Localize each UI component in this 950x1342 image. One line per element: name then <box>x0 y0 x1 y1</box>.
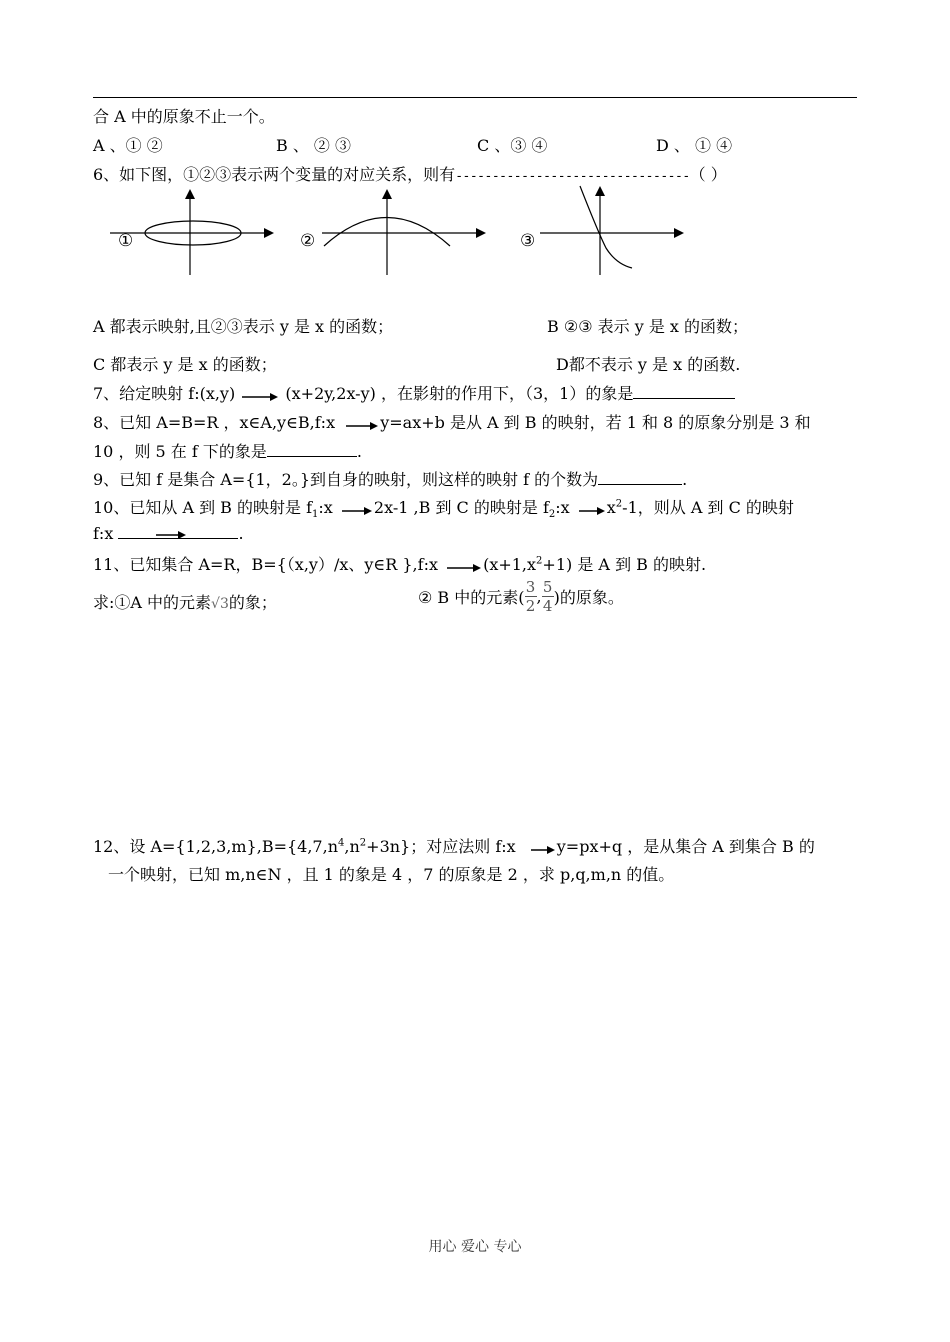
answer-blank <box>633 398 735 399</box>
q12-line2: 一个映射，已知 m,n∈N ，且 1 的象是 4 ，7 的原象是 2 ，求 p,q,m,n 的值。 <box>108 865 675 884</box>
header-rule <box>93 97 857 98</box>
q5-option-c: C 、③ ④ <box>477 136 548 155</box>
mapping-arrow-icon <box>443 560 483 572</box>
q6-option-a: A 都表示映射,且②③表示 y 是 x 的函数； <box>93 317 394 336</box>
figure-1-label: ① <box>118 231 134 251</box>
q5-option-b: B 、 ② ③ <box>276 136 352 155</box>
mapping-arrow-icon <box>240 389 280 401</box>
figure-3-label: ③ <box>520 231 536 251</box>
figure-3 <box>536 182 686 280</box>
answer-blank <box>118 524 238 539</box>
answer-blank <box>598 484 682 485</box>
mapping-arrow-icon <box>338 503 374 515</box>
mapping-arrow-icon <box>521 842 557 854</box>
q11-ask-2: ② B 中的元素( $\frac{3}{2}$ , $\frac{5}{4}$ )的原象。 <box>418 578 624 615</box>
mapping-arrow-icon <box>152 526 188 538</box>
q9: 9、已知 f 是集合 A={1，2。}到自身的映射，则这样的映射 f 的个数为 . <box>93 470 688 489</box>
page-footer: 用心 爱心 专心 <box>428 1239 522 1255</box>
fraction: $\frac{3}{2}$ <box>525 578 536 615</box>
q12-line1: 12、设 $A=\{1,2,3,m\},B=\{4,7,n^4,n^2+3n\}$；对应法则 f:x y=px+q ，是从集合 A 到集合 B 的 <box>93 837 815 856</box>
q11-ask-1: 求:①A 中的元素√3的象； <box>93 593 277 612</box>
q6-stem: 6、如下图，①②③表示两个变量的对应关系，则有--------------------------------（ ） <box>93 165 727 184</box>
q11: 11、已知集合 A=R，B={（x,y）/x、y∈R },f:x $(x+1,x^2+1)$ 是 A 到 B 的映射. <box>93 555 707 574</box>
fraction: $\frac{5}{4}$ <box>542 578 553 615</box>
q10-line1: 10、已知从 A 到 B 的映射是 $f_1:x$ 2x-1 ,B 到 C 的映射是 $f_2:x$ $x^2-1$，则从 A 到 C 的映射 <box>93 498 794 521</box>
figure-2 <box>318 185 488 280</box>
answer-blank <box>267 456 357 457</box>
q5-option-d: D 、 ① ④ <box>656 136 733 155</box>
q5-option-a: A 、① ② <box>93 136 163 155</box>
q7: 7、给定映射 f:(x,y) (x+2y,2x-y) ，在影射的作用下，（3，1）的象是 <box>93 381 735 404</box>
figure-2-label: ② <box>300 231 316 251</box>
mapping-arrow-icon <box>340 418 380 430</box>
q8-line2: 10 ，则 5 在 f 下的象是 . <box>93 442 362 461</box>
continued-line: 合 A 中的原象不止一个。 <box>93 107 275 126</box>
q10-line2: f:x . <box>93 524 244 543</box>
q8-line1: 8、已知 A=B=R ，x∈A,y∈B,f:x y=ax+b 是从 A 到 B 的映射，若 1 和 8 的原象分别是 3 和 <box>93 413 811 432</box>
q6-option-b: B ②③ 表示 y 是 x 的函数； <box>547 317 749 336</box>
mapping-arrow-icon <box>575 503 607 515</box>
q6-option-d: D都不表示 y 是 x 的函数. <box>556 355 741 374</box>
q6-option-c: C 都表示 y 是 x 的函数； <box>93 355 277 374</box>
